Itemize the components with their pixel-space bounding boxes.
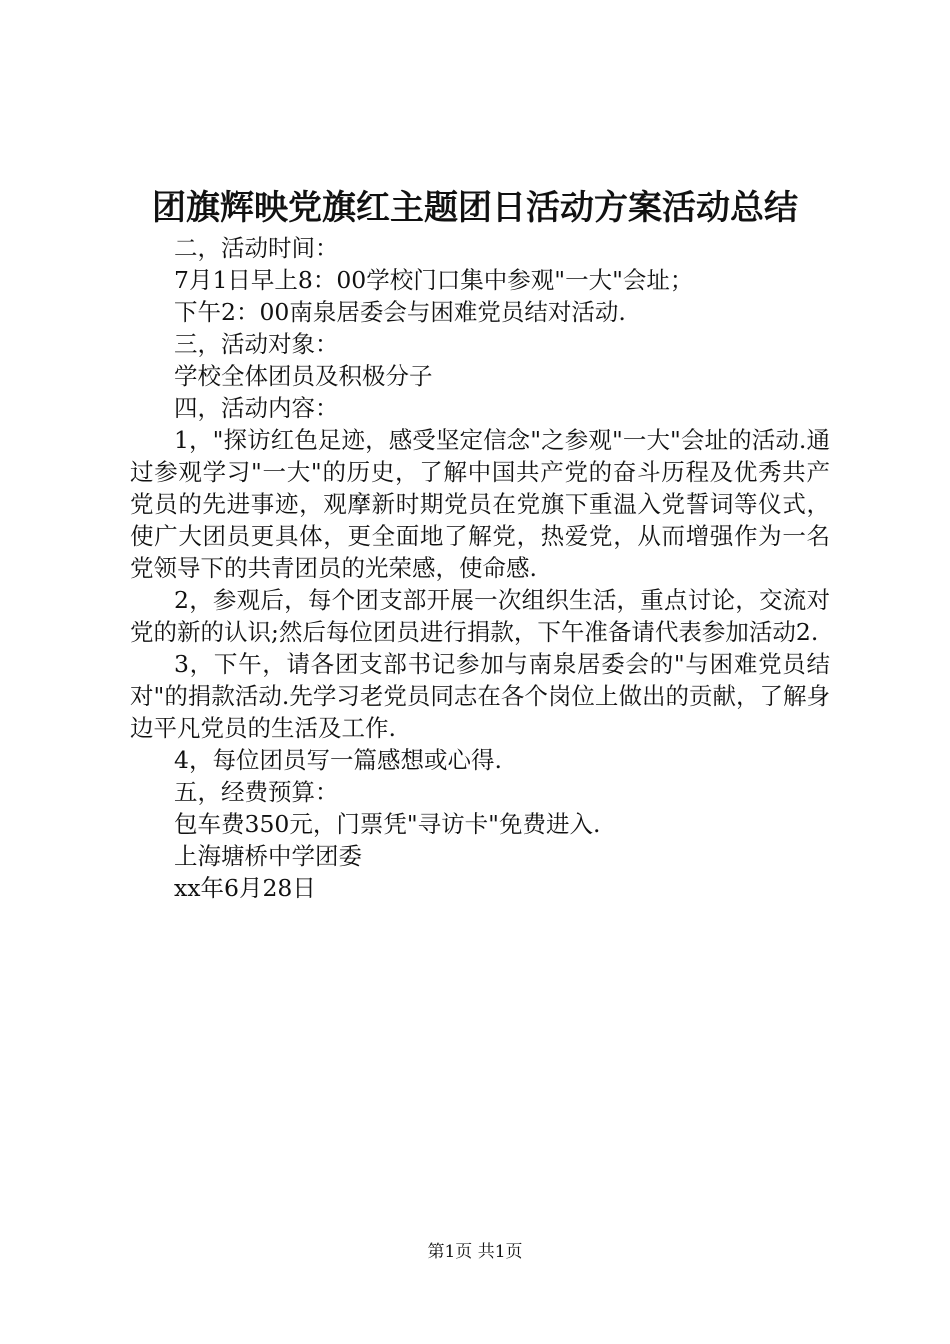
- paragraph-afternoon-schedule: 下午2：00南泉居委会与困难党员结对活动.: [174, 298, 626, 326]
- paragraph-budget: 包车费350元，门票凭"寻访卡"免费进入.: [174, 810, 601, 838]
- paragraph-participants: 学校全体团员及积极分子: [174, 362, 433, 390]
- section-heading-participants: 三，活动对象：: [174, 330, 339, 358]
- document-body: [130, 232, 830, 904]
- section-heading-budget: 五，经费预算：: [174, 778, 339, 806]
- paragraph-content-item-2: 2，参观后，每个团支部开展一次组织生活，重点讨论，交流对党的新的认识;然后每位团员进行捐款，下午准备请代表参加活动2.: [130, 586, 830, 646]
- paragraph-content-item-3: 3，下午，请各团支部书记参加与南泉居委会的"与困难党员结对"的捐款活动.先学习老党员同志在各个岗位上做出的贡献，了解身边平凡党员的生活及工作.: [130, 650, 830, 742]
- section-heading-time: 二，活动时间：: [174, 234, 339, 262]
- document-title: 团旗辉映党旗红主题团日活动方案活动总结: [152, 188, 798, 228]
- paragraph-content-item-4: 4，每位团员写一篇感想或心得.: [174, 746, 502, 774]
- paragraph-morning-schedule: 7月1日早上8：00学校门口集中参观"一大"会址；: [174, 266, 694, 294]
- page-footer: 第1页 共1页: [427, 1242, 523, 1262]
- section-heading-content: 四，活动内容：: [174, 394, 339, 422]
- signature-date: xx年6月28日: [174, 874, 316, 902]
- paragraph-content-item-1: 1，"探访红色足迹，感受坚定信念"之参观"一大"会址的活动.通过参观学习"一大"的历史，了解中国共产党的奋斗历程及优秀共产党员的先进事迹，观摩新时期党员在党旗下重温入党誓词等仪式，使广大团员更具体，更全面地了解党，热爱党，从而增强作为一名党领导下的共青团员的光荣感，使命感.: [130, 426, 830, 582]
- signature-organization: 上海塘桥中学团委: [174, 842, 362, 870]
